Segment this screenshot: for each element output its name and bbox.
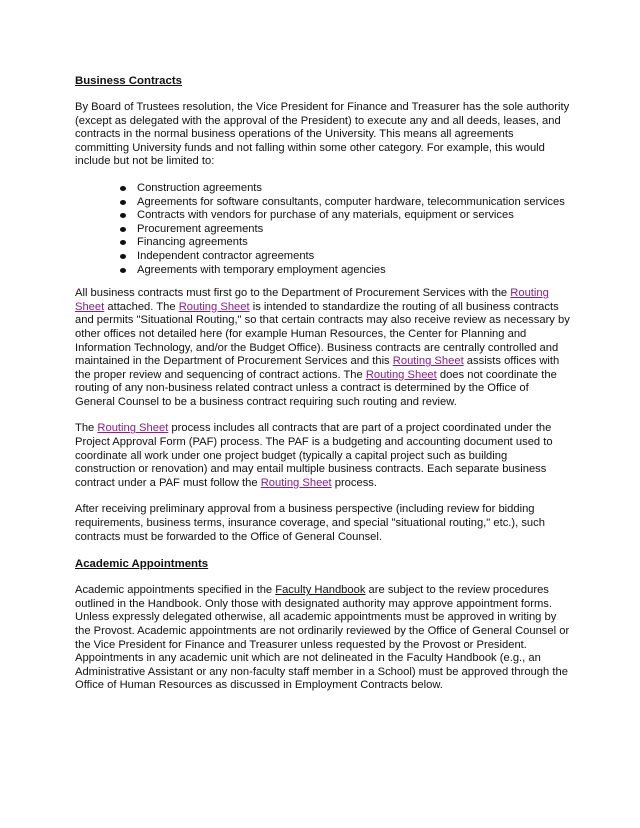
list-item: Financing agreements [137,236,570,250]
section-heading-academic-appointments: Academic Appointments [75,558,209,571]
routing-sheet-link[interactable]: Routing Sheet [97,422,169,435]
general-counsel-paragraph: After receiving preliminary approval from a business perspective (including review for bidding requirements, business terms, insurance coverage, and special "situational routing," etc.), such contracts must be forwarded to the Office of General Counsel. [75,503,545,543]
agreement-types-list [75,182,570,277]
bullet-icon [120,227,126,232]
list-item: Agreements with temporary employment agencies [137,264,570,278]
section-heading-business-contracts: Business Contracts [75,75,182,87]
routing-sheet-link[interactable]: Routing Sheet [365,368,437,381]
list-item: Contracts with vendors for purchase of any materials, equipment or services [137,209,570,223]
routing-sheet-link[interactable]: Routing Sheet [75,287,549,313]
bullet-icon [120,240,126,245]
routing-sheet-link[interactable]: Routing Sheet [392,355,464,368]
routing-sheet-link[interactable]: Routing Sheet [178,300,250,313]
faculty-handbook-reference: Faculty Handbook [275,584,366,597]
bullet-icon [120,186,126,191]
bullet-icon [120,213,126,218]
list-item: Construction agreements [137,182,570,196]
paf-paragraph: The Routing Sheet process includes all contracts that are part of a project coordinated under the Project Approval Form (PAF) process. The PAF is a budgeting and accounting document used to coordinate all work under one project budget (typically a capital project such as building construction or renovation) and may entail multiple business contracts. Each separate business contract under a PAF must follow the Routing Sheet process. [75,422,553,489]
routing-sheet-link[interactable]: Routing Sheet [260,476,332,489]
list-item: Independent contractor agreements [137,250,570,264]
bullet-icon [120,200,126,205]
business-contracts-intro: By Board of Trustees resolution, the Vice President for Finance and Treasurer has the sole authority (except as delegated with the approval of the President) to execute any and all deeds, leases, and contracts in the normal business operations of the University. This means all agreements committing University funds and not falling within some other category. For example, this would include but not be limited to: [75,101,570,168]
bullet-icon [120,254,126,259]
bullet-icon [120,268,126,273]
list-item: Agreements for software consultants, computer hardware, telecommunication services [137,196,570,210]
academic-appointments-paragraph: Academic appointments specified in the Faculty Handbook are subject to the review procedures outlined in the Handbook. Only those with designated authority may approve appointment forms. Unless expressly delegated otherwise, all academic appointments must be approved in writing by the Provost. Academic appointments are not ordinarily reviewed by the Office of General Counsel or the Vice President for Finance and Treasurer unless requested by the Provost or President. Appointments in any academic unit which are not delineated in the Faculty Handbook (e.g., an Administrative Assistant or any non-faculty staff member in a School) must be approved through the Office of Human Resources as discussed in Employment Contracts below. [75,584,570,692]
procurement-paragraph: All business contracts must first go to the Department of Procurement Services with the Routing Sheet attached. The Routing Sheet is intended to standardize the routing of all business contracts and permits "Situational Routing," so that certain contracts may also receive review as necessary by other offices not detailed here (for example Human Resources, the Center for Planning and Information Technology, and/or the Budget Office). Business contracts are centrally controlled and maintained in the Department of Procurement Services and this Routing Sheet assists offices with the proper review and sequencing of contract actions. The Routing Sheet does not coordinate the routing of any non-business related contract unless a contract is determined by the Office of General Counsel to be a business contract requiring such routing and review. [75,287,570,408]
list-item: Procurement agreements [137,223,570,237]
